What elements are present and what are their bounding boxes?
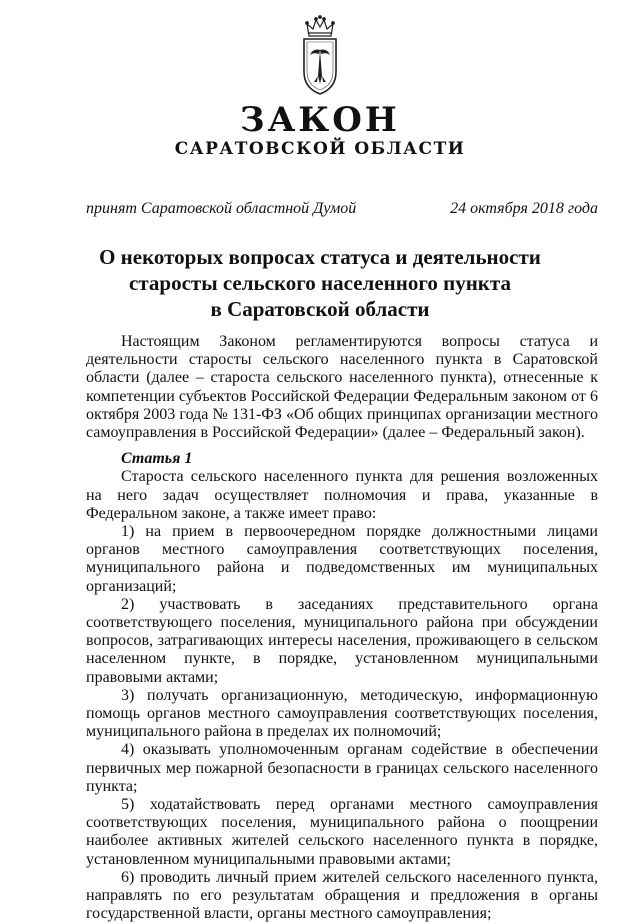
article-item: 6) проводить личный прием жителей сельского населенного пункта, направлять по его результатам обращения и предложения в органы государственной власти, органы местного самоуправления; <box>86 868 598 923</box>
article-item: 1) на прием в первоочередном порядке должностными лицами органов местного самоуправления соответствующих поселения, муниципального района и подведомственных им муниципальных организаций; <box>86 523 598 595</box>
law-heading-line: О некоторых вопросах статуса и деятельности <box>99 245 541 269</box>
adopted-date: 24 октября 2018 года <box>450 200 598 217</box>
article-item: 4) оказывать уполномоченным органам содействие в обеспечении первичных мер пожарной безопасности в границах сельского населенного пункта; <box>86 741 598 795</box>
article-item: 5) ходатайствовать перед органами местного самоуправления соответствующих поселения, муниципального района о поощрении наиболее активных жителей сельского населенного пункта в порядке, установленном муниципальными правовыми актами; <box>86 796 598 868</box>
document-subtitle: САРАТОВСКОЙ ОБЛАСТИ <box>174 139 466 159</box>
law-heading-line: в Саратовской области <box>210 297 430 321</box>
article-item: 2) участвовать в заседаниях представительного органа соответствующего поселения, муниципального района при обсуждении вопросов, затрагивающих интересы населения, проживающего в сельском населенном пункте, в порядке, установленном муниципальными правовыми актами; <box>86 595 598 686</box>
article-item: 3) получать организационную, методическую, информационную помощь органов местного самоуправления соответствующих поселения, муниципального района в пределах их полномочий; <box>86 686 598 741</box>
adoption-line <box>86 200 598 218</box>
coat-of-arms-icon <box>301 14 339 96</box>
adopted-by: принят Саратовской областной Думой <box>86 200 357 217</box>
article-intro: Староста сельского населенного пункта для решения возложенных на него задач осуществляет полномочия и права, указанные в Федеральном законе, а также имеет право: <box>86 468 598 522</box>
article-title: Статья 1 <box>121 450 193 468</box>
document-title: ЗАКОН <box>240 100 400 140</box>
preamble-paragraph: Настоящим Законом регламентируются вопросы статуса и деятельности старосты сельского населенного пункта в Саратовской области (далее – староста сельского населенного пункта), отнесенные к компетенции субъектов Российской Федерации Федеральным законом от 6 октября 2003 года № 131-ФЗ «Об общих принципах организации местного самоуправления в Российской Федерации» (далее – Федеральный закон). <box>86 333 598 442</box>
law-heading <box>0 244 640 322</box>
law-body <box>86 333 598 924</box>
law-heading-line: старосты сельского населенного пункта <box>129 271 511 295</box>
